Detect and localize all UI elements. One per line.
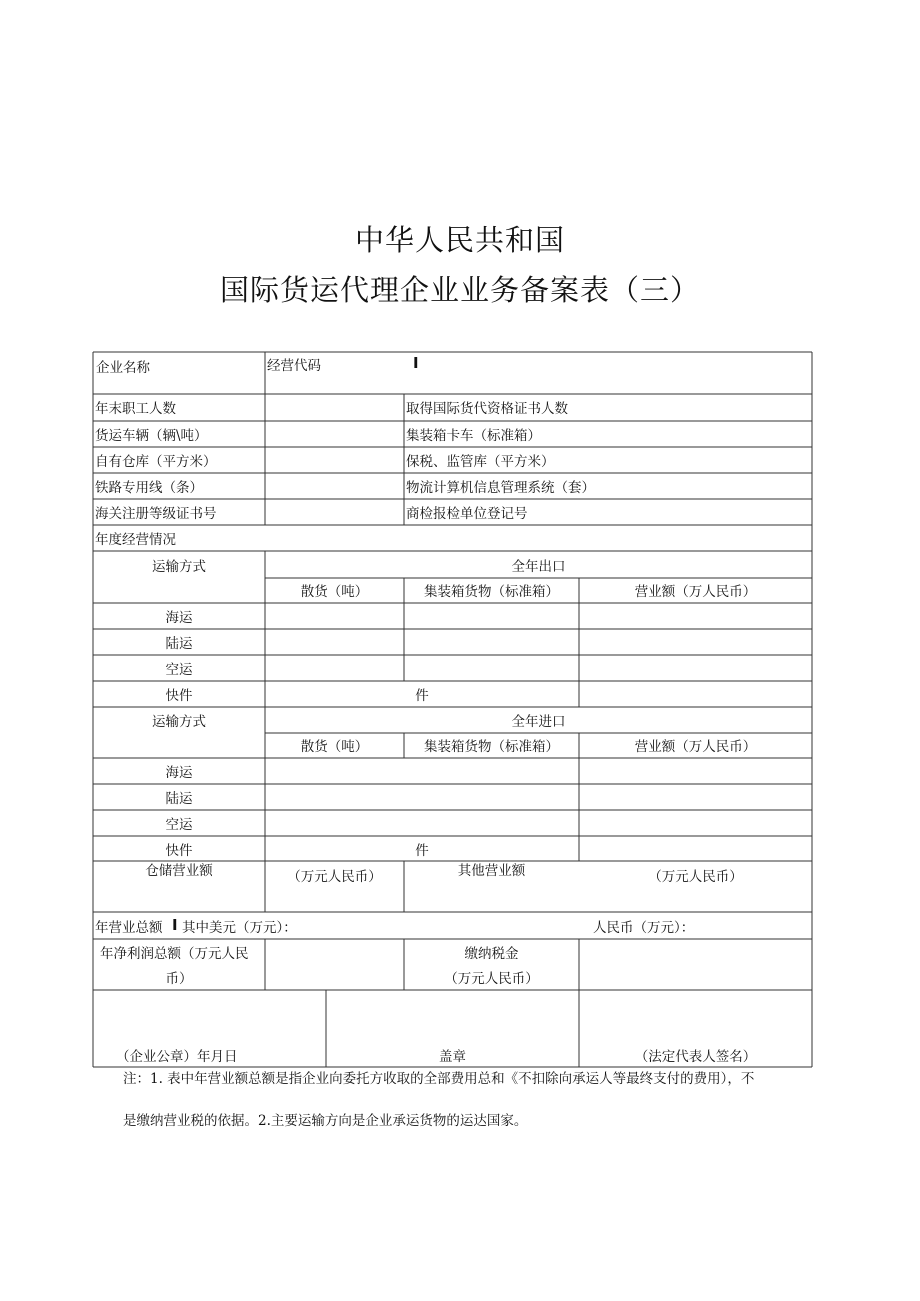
label-inspection-reg: 商检报检单位登记号: [406, 506, 528, 522]
export-col-container: 集装箱货物（标准箱）: [424, 584, 559, 600]
storage-unit: （万元人民币）: [287, 869, 382, 885]
page-title-line2: 国际货运代理企业业务备案表（三）: [219, 273, 700, 307]
import-row-sea: 海运: [165, 765, 193, 781]
export-col-revenue: 营业额（万人民币）: [634, 584, 757, 600]
other-unit: （万元人民币）: [648, 869, 743, 885]
export-transport-mode: 运输方式: [152, 559, 206, 575]
label-trucks: 货运车辆（辆\吨）: [95, 428, 208, 444]
total-bar-mark: I: [172, 916, 178, 934]
label-rail: 铁路专用线（条）: [95, 480, 203, 496]
label-net-profit-line1: 年净利润总额（万元人民: [100, 946, 249, 962]
label-business-code: 经营代码: [267, 358, 321, 374]
import-express-unit: 件: [415, 843, 429, 859]
export-express-unit: 件: [415, 688, 429, 704]
note-line1: 注：1. 表中年营业额总额是指企业向委托方收取的全部费用总和《不扣除向承运人等最终支付的费用），不: [123, 1071, 755, 1087]
label-rmb: 人民币（万元）：: [593, 920, 695, 936]
label-net-profit-line2: 币）: [165, 971, 193, 987]
import-transport-mode: 运输方式: [152, 714, 206, 730]
label-annual-ops: 年度经营情况: [95, 532, 176, 548]
label-company-name: 企业名称: [96, 360, 150, 376]
export-header: 全年出口: [511, 559, 566, 575]
page-title-line1: 中华人民共和国: [354, 223, 565, 257]
export-row-land: 陆运: [165, 636, 193, 652]
label-employees: 年末职工人数: [95, 401, 176, 417]
export-row-air: 空运: [165, 662, 193, 678]
label-tax-line1: 缴纳税金: [464, 946, 519, 962]
label-customs-reg: 海关注册等级证书号: [95, 506, 217, 522]
import-col-container: 集装箱货物（标准箱）: [424, 739, 559, 755]
note-line2: 是缴纳营业税的依据。2.主要运输方向是企业承运货物的运达国家。: [123, 1113, 528, 1129]
import-row-air: 空运: [165, 817, 193, 833]
import-header: 全年进口: [511, 714, 566, 730]
bar-mark: I: [413, 354, 419, 372]
import-col-bulk: 散货（吨）: [300, 739, 369, 755]
label-other-revenue: 其他营业额: [457, 863, 526, 879]
export-row-sea: 海运: [165, 610, 193, 626]
export-col-bulk: 散货（吨）: [300, 584, 369, 600]
label-container-trucks: 集装箱卡车（标准箱）: [406, 428, 541, 444]
label-logistics-system: 物流计算机信息管理系统（套）: [406, 480, 595, 496]
label-storage-revenue: 仓储营业额: [145, 863, 213, 879]
company-seal-date: （企业公章）年月日: [116, 1049, 238, 1065]
label-tax-line2: （万元人民币）: [444, 971, 539, 987]
import-row-land: 陆运: [165, 791, 193, 807]
label-usd: 其中美元（万元）：: [182, 920, 297, 936]
import-col-revenue: 营业额（万人民币）: [634, 739, 757, 755]
export-row-express: 快件: [165, 688, 193, 704]
label-total-revenue: 年营业总额: [95, 920, 163, 936]
stamp-label: 盖章: [439, 1049, 466, 1065]
label-bonded: 保税、监管库（平方米）: [406, 454, 555, 470]
legal-rep-signature: （法定代表人签名）: [634, 1049, 757, 1065]
label-cert-holders: 取得国际货代资格证书人数: [406, 401, 568, 417]
import-row-express: 快件: [165, 843, 193, 859]
label-warehouse: 自有仓库（平方米）: [95, 454, 217, 470]
